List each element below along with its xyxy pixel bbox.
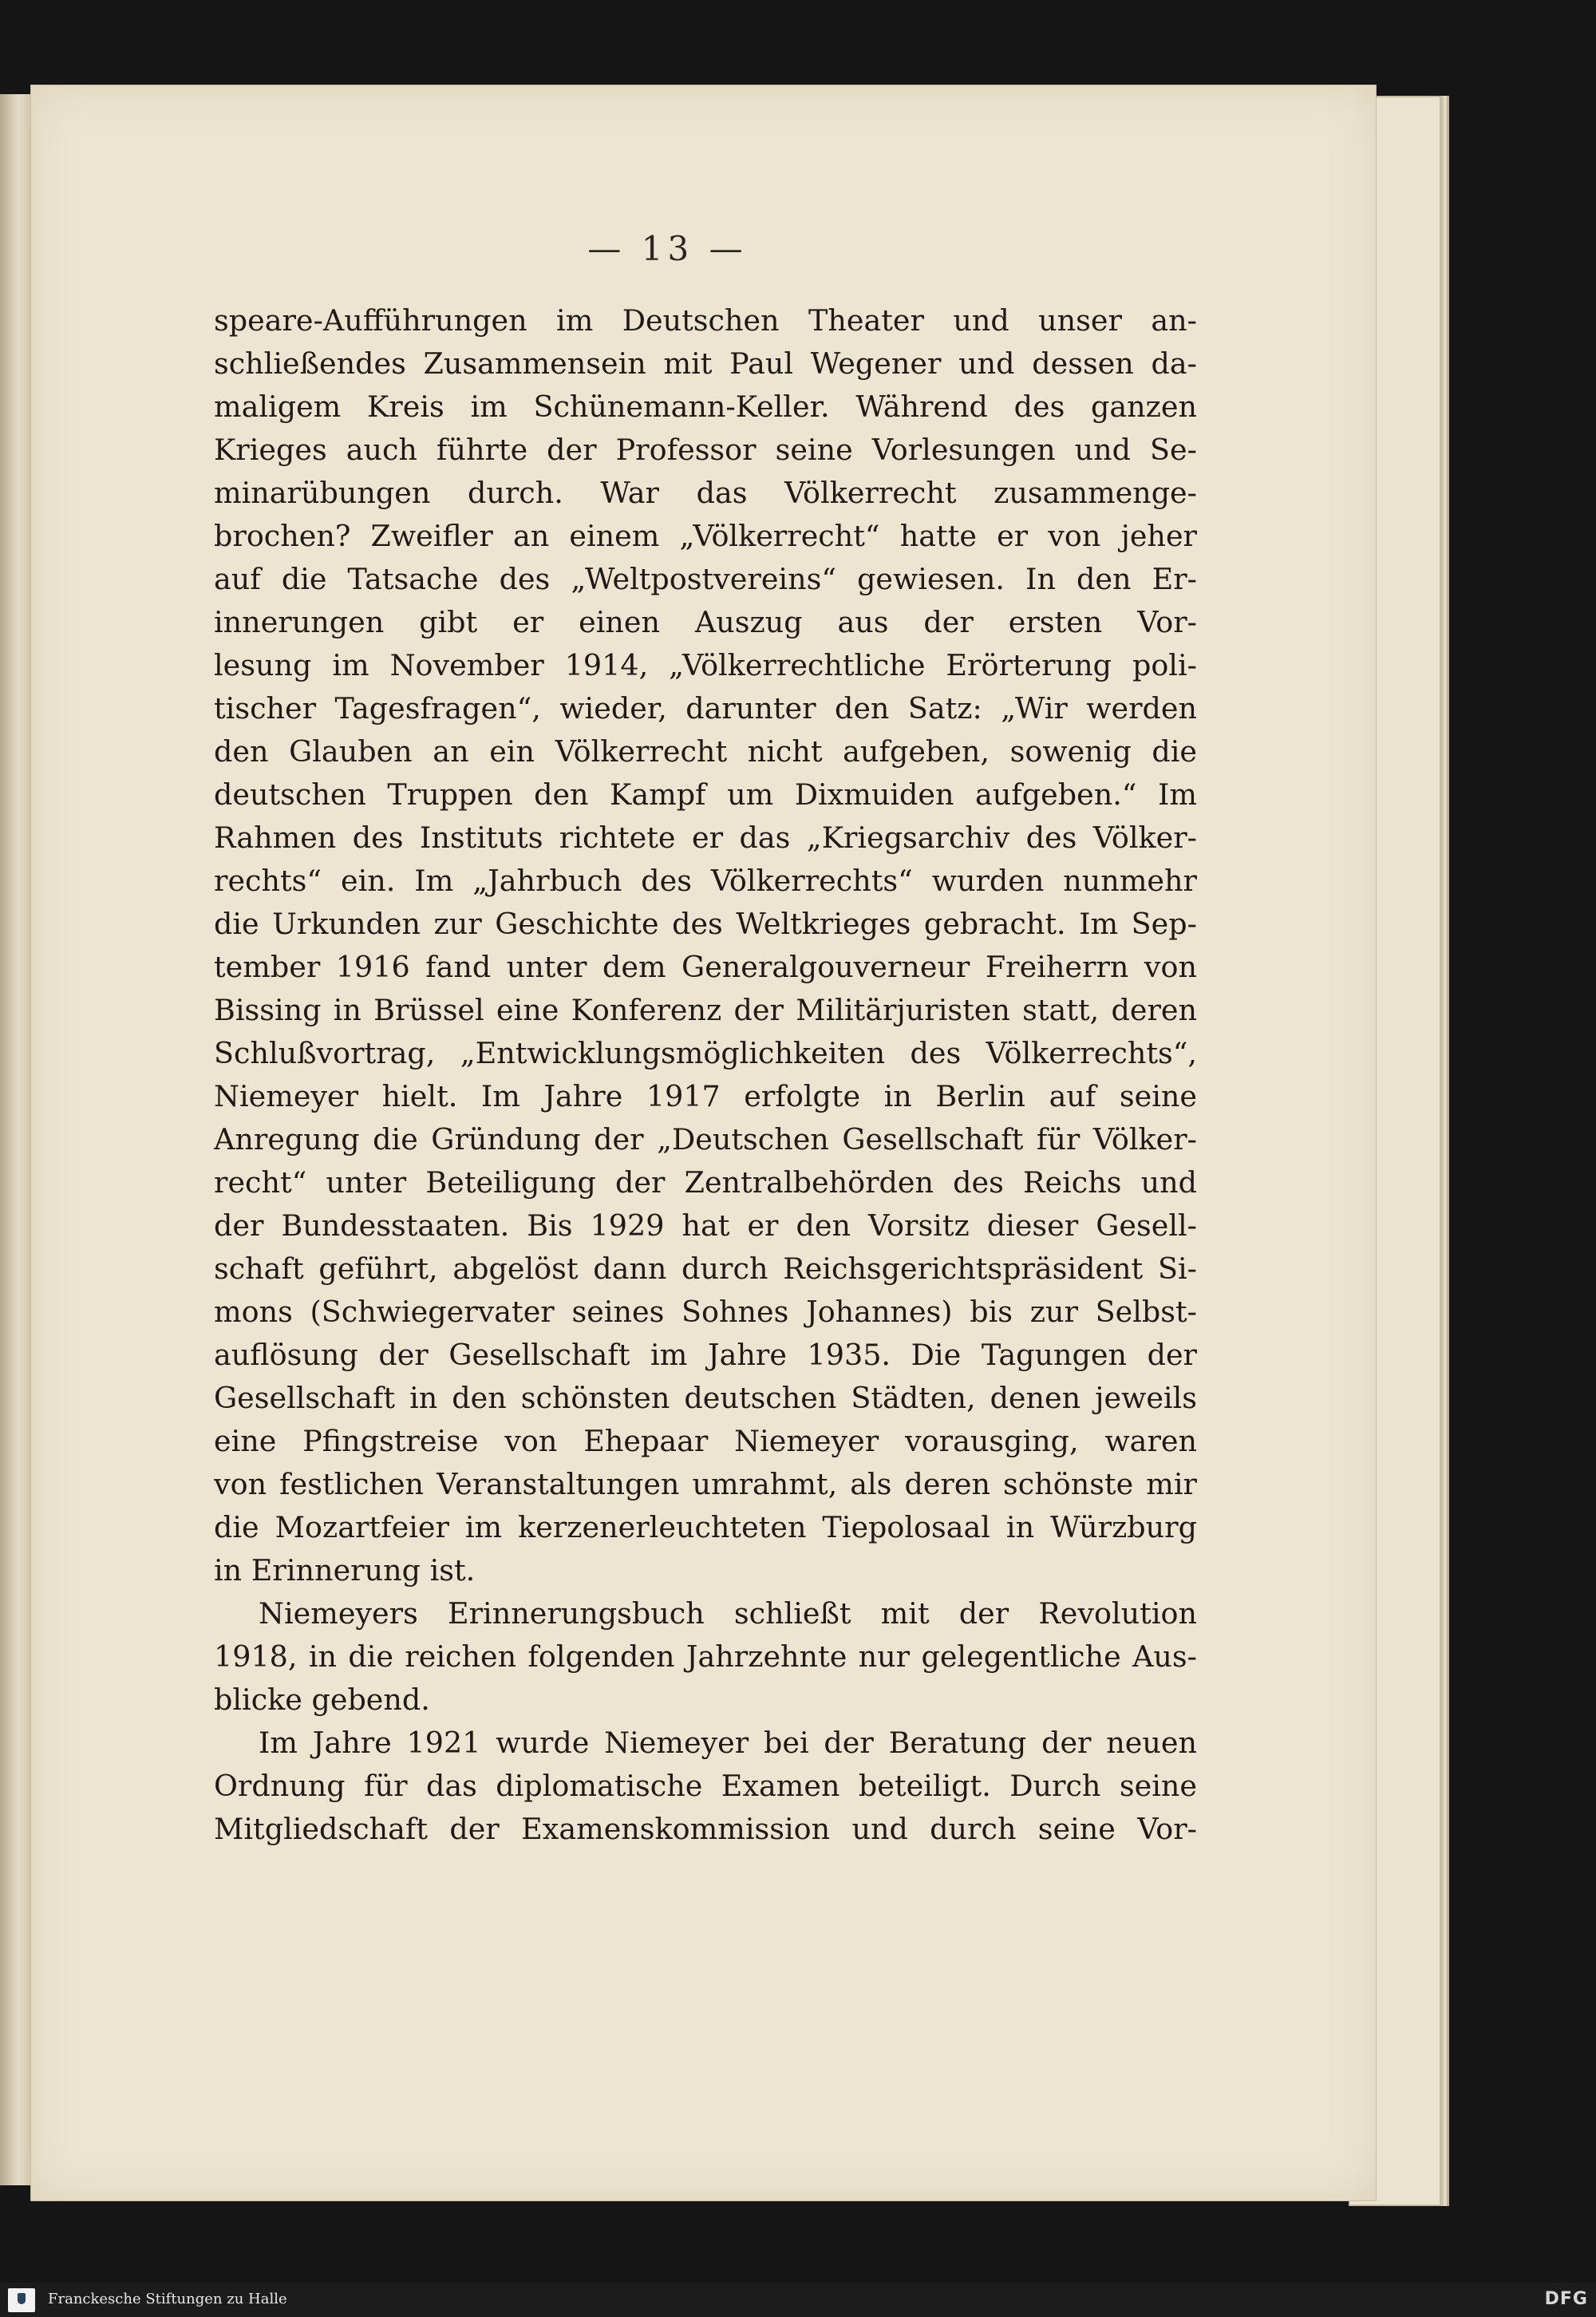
dfg-logo: DFG: [1544, 2289, 1588, 2309]
text-line: tember 1916 fand unter dem Generalgouverneur Freiherrn von: [214, 950, 1197, 984]
institution-name: Franckesche Stiftungen zu Halle: [48, 2291, 287, 2307]
text-line: den Glauben an ein Völkerrecht nicht aufgeben, sowenig die: [214, 734, 1197, 769]
text-line: speare-Aufführungen im Deutschen Theater und unser an-: [214, 303, 1197, 338]
text-line: die Mozartfeier im kerzenerleuchteten Tiepolosaal in Würzburg: [214, 1510, 1197, 1544]
viewer-footer: [0, 2283, 1596, 2317]
text-line: auflösung der Gesellschaft im Jahre 1935. Die Tagungen der: [214, 1338, 1197, 1372]
text-line: mons (Schwiegervater seines Sohnes Johannes) bis zur Selbst-: [214, 1295, 1197, 1329]
text-line: Niemeyer hielt. Im Jahre 1917 erfolgte in Berlin auf seine: [214, 1079, 1197, 1113]
text-line: Krieges auch führte der Professor seine Vorlesungen und Se-: [214, 433, 1197, 467]
text-line: Niemeyers Erinnerungsbuch schließt mit der Revolution: [259, 1596, 1197, 1631]
text-line: Ordnung für das diplomatische Examen beteiligt. Durch seine: [214, 1769, 1197, 1803]
text-line: recht“ unter Beteiligung der Zentralbehörden des Reichs und: [214, 1165, 1197, 1200]
book-spine: [0, 94, 32, 2185]
text-line: Anregung die Gründung der „Deutschen Gesellschaft für Völker-: [214, 1122, 1197, 1157]
text-line: maligem Kreis im Schünemann-Keller. Während des ganzen: [214, 389, 1197, 424]
text-line: brochen? Zweifler an einem „Völkerrecht“ hatte er von jeher: [214, 519, 1197, 553]
text-line: schaft geführt, abgelöst dann durch Reichsgerichtspräsident Si-: [214, 1251, 1197, 1286]
text-line: auf die Tatsache des „Weltpostvereins“ gewiesen. In den Er-: [214, 562, 1197, 596]
body-text: [214, 299, 1197, 1851]
text-line: Rahmen des Instituts richtete er das „Kriegsarchiv des Völker-: [214, 820, 1197, 855]
text-line: von festlichen Veranstaltungen umrahmt, als deren schönste mir: [214, 1467, 1197, 1501]
text-line: tischer Tagesfragen“, wieder, darunter den Satz: „Wir werden: [214, 691, 1197, 726]
text-line: eine Pfingstreise von Ehepaar Niemeyer vorausging, waren: [214, 1424, 1197, 1458]
text-line: blicke gebend.: [214, 1682, 430, 1717]
text-line: rechts“ ein. Im „Jahrbuch des Völkerrechts“ wurden nunmehr: [214, 864, 1197, 898]
institution-logo-icon: [8, 2288, 35, 2312]
book-page: [30, 85, 1377, 2201]
page-number: — 13 —: [587, 229, 748, 268]
text-line: deutschen Truppen den Kampf um Dixmuiden aufgeben.“ Im: [214, 777, 1197, 812]
text-line: minarübungen durch. War das Völkerrecht zusammenge-: [214, 476, 1197, 510]
text-line: 1918, in die reichen folgenden Jahrzehnte nur gelegentliche Aus-: [214, 1639, 1197, 1674]
text-line: die Urkunden zur Geschichte des Weltkrieges gebracht. Im Sep-: [214, 907, 1197, 941]
text-line: lesung im November 1914, „Völkerrechtliche Erörterung poli-: [214, 648, 1197, 682]
text-line: Mitgliedschaft der Examenskommission und durch seine Vor-: [214, 1812, 1197, 1846]
text-line: schließendes Zusammensein mit Paul Wegener und dessen da-: [214, 346, 1197, 381]
text-line: innerungen gibt er einen Auszug aus der ersten Vor-: [214, 605, 1197, 639]
text-line: der Bundesstaaten. Bis 1929 hat er den Vorsitz dieser Gesell-: [214, 1208, 1197, 1243]
text-line: Schlußvortrag, „Entwicklungsmöglichkeiten des Völkerrechts“,: [214, 1036, 1197, 1070]
text-line: Im Jahre 1921 wurde Niemeyer bei der Beratung der neuen: [259, 1726, 1197, 1760]
text-line: Gesellschaft in den schönsten deutschen Städten, denen jeweils: [214, 1381, 1197, 1415]
text-line: Bissing in Brüssel eine Konferenz der Militärjuristen statt, deren: [214, 993, 1197, 1027]
text-line: in Erinnerung ist.: [214, 1553, 476, 1588]
